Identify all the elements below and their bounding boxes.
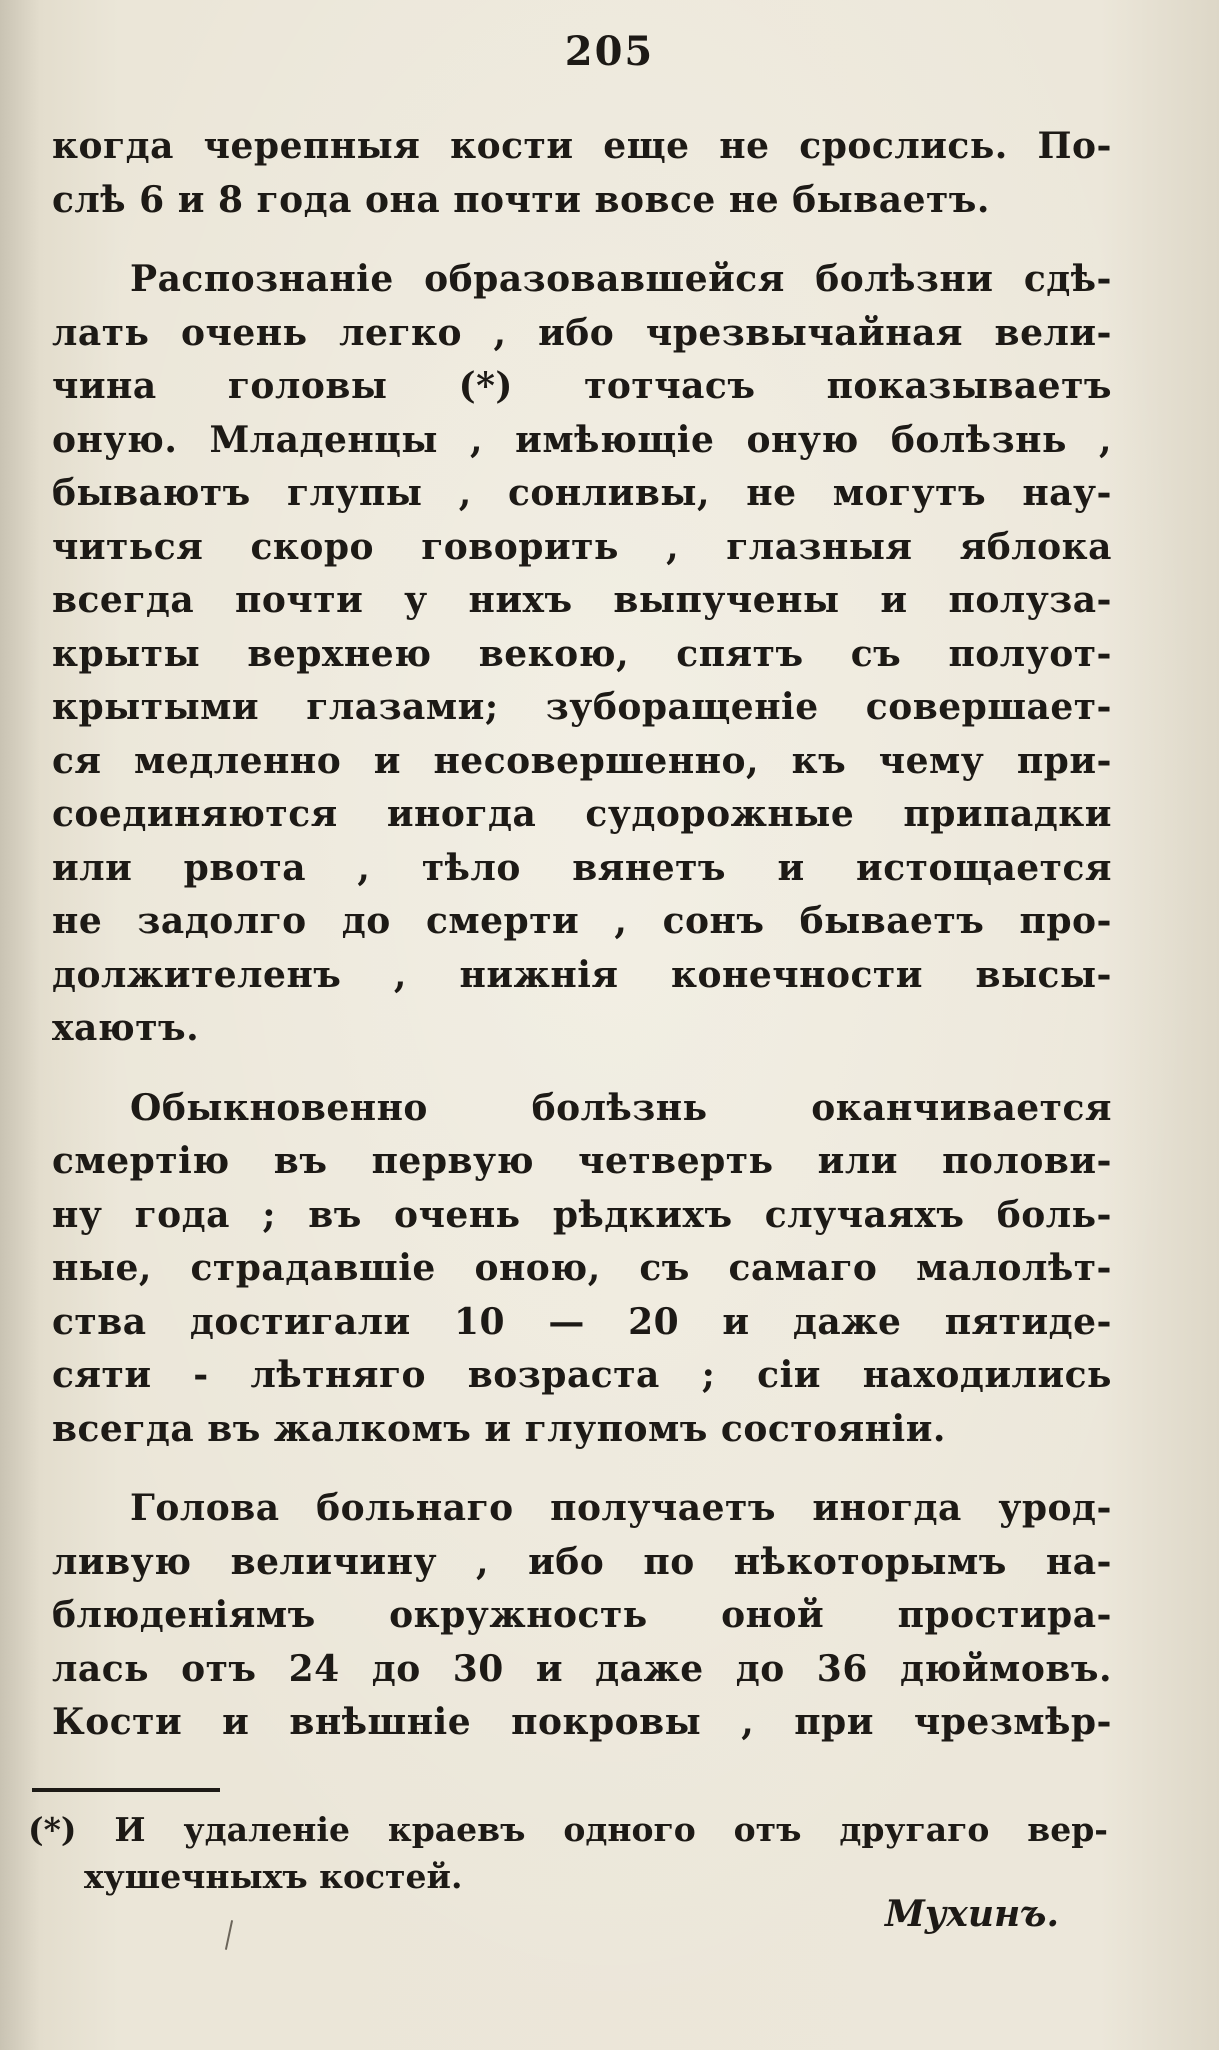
page-number: 205	[564, 28, 655, 75]
text-line: чина головы (*) тотчасъ показываетъ	[52, 365, 1112, 407]
text-line: блюденіямъ окружность оной простира-	[52, 1594, 1112, 1636]
footnote-line: хушечныхъ костей.	[84, 1857, 463, 1896]
text-line: Распознаніе образовавшейся болѣзни сдѣ-	[130, 258, 1112, 300]
text-line: лать очень легко , ибо чрезвычайная вели-	[52, 311, 1112, 354]
text-line: ну года ; въ очень рѣдкихъ случаяхъ боль-	[52, 1193, 1112, 1236]
main-text	[52, 120, 1112, 1750]
text-line: ства достигали 10 — 20 и даже пятиде-	[52, 1300, 1112, 1343]
text-line: хаютъ.	[52, 1007, 200, 1049]
text-line: крыты верхнею векою, спятъ съ полуот-	[52, 632, 1112, 675]
text-line: оную. Младенцы , имѣющіе оную болѣзнь ,	[52, 418, 1112, 461]
text-line: ливую величину , ибо по нѣкоторымъ на-	[52, 1540, 1112, 1583]
text-line: соединяются иногда судорожные припадки	[52, 793, 1112, 835]
text-line: Кости и внѣшніе покровы , при чрезмѣр-	[52, 1701, 1112, 1743]
text-line: всегда въ жалкомъ и глупомъ состояніи.	[52, 1407, 946, 1450]
text-line: читься скоро говорить , глазныя яблока	[52, 525, 1112, 568]
text-line: лась отъ 24 до 30 и даже до 36 дюймовъ.	[52, 1647, 1112, 1690]
ink-mark	[225, 1920, 233, 1950]
text-line: сяти - лѣтняго возраста ; сіи находились	[52, 1354, 1112, 1396]
text-line: крытыми глазами; зуборащеніе совершает-	[52, 686, 1112, 728]
footnote-signature: Мухинъ.	[885, 1893, 1059, 1935]
text-line: не задолго до смерти , сонъ бываетъ про-	[52, 900, 1112, 942]
text-line: ные, страдавшіе оною, съ самаго малолѣт-	[52, 1247, 1112, 1289]
footnote	[28, 1806, 1108, 1900]
text-line: Обыкновенно болѣзнь оканчивается	[130, 1086, 1112, 1129]
text-line: должителенъ , нижнія конечности высы-	[52, 953, 1112, 996]
footnote-rule	[32, 1788, 220, 1792]
footnote-line: (*) И удаленіе краевъ одного отъ другаго вер-	[28, 1810, 1108, 1849]
text-line: смертію въ первую четверть или полови-	[52, 1140, 1112, 1182]
text-line: или рвота , тѣло вянетъ и истощается	[52, 846, 1112, 889]
text-line: ся медленно и несовершенно, къ чему при-	[52, 739, 1112, 782]
text-line: Голова больнаго получаетъ иногда урод-	[130, 1487, 1112, 1529]
text-line: слѣ 6 и 8 года она почти вовсе не бываетъ.	[52, 178, 990, 221]
text-line: когда черепныя кости еще не срослись. По-	[52, 125, 1112, 167]
text-line: всегда почти у нихъ выпучены и полуза-	[52, 579, 1112, 621]
text-line: бываютъ глупы , сонливы, не могутъ нау-	[52, 472, 1112, 514]
